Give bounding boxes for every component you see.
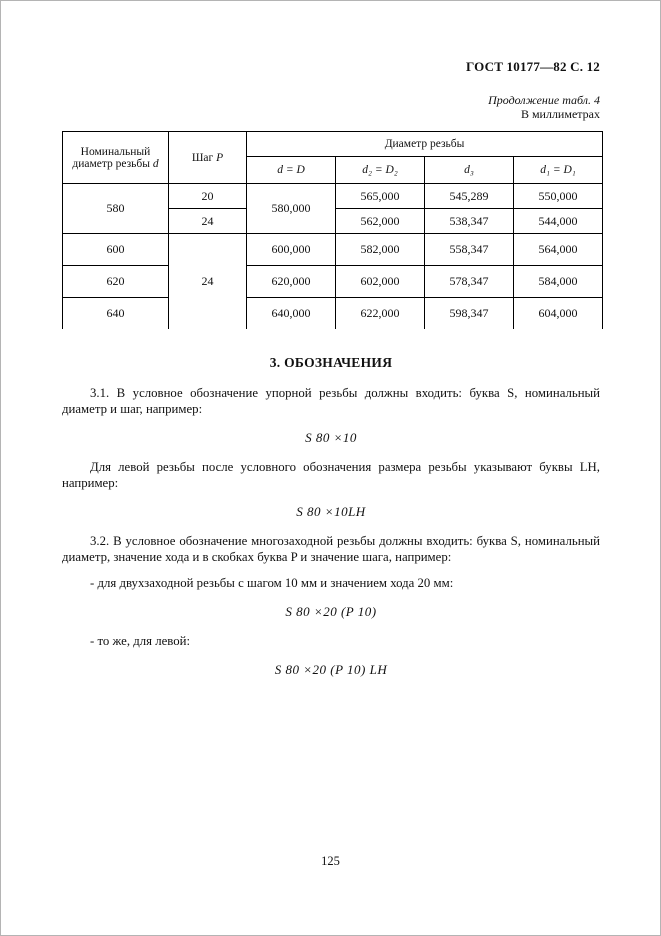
cell-d: 600,000 (247, 234, 336, 266)
thread-designation-example-3: S 80 ×20 (P 10) (285, 604, 377, 619)
table-continuation-note: Продолжение табл. 4 (488, 93, 600, 107)
document-number-header: ГОСТ 10177—82 С. 12 (466, 59, 600, 74)
header-step-symbol: P (216, 151, 224, 164)
cell-d3: 538,347 (425, 209, 514, 234)
cell-d1: 564,000 (514, 234, 603, 266)
cell-d2: 562,000 (336, 209, 425, 234)
table-row (63, 234, 603, 266)
cell-d2: 602,000 (336, 266, 425, 298)
header-d2-eq-D2: d₂ = D₂ (336, 157, 425, 184)
paragraph-3-1: 3.1. В условное обозначение упорной резьбы должны входить: буква S, номинальный диаметр и шаг, например: (62, 386, 600, 416)
section-heading: 3. ОБОЗНАЧЕНИЯ (269, 355, 393, 370)
cell-d-580: 580,000 (247, 184, 336, 234)
thread-designation-example-2: S 80 ×10LH (296, 504, 366, 519)
cell-d3: 545,289 (425, 184, 514, 209)
cell-d2: 565,000 (336, 184, 425, 209)
cell-nominal-600: 600 (63, 234, 169, 266)
units-note: В миллиметрах (520, 107, 600, 121)
cell-d: 620,000 (247, 266, 336, 298)
cell-nominal-640: 640 (63, 298, 169, 330)
thread-designation-example-4: S 80 ×20 (P 10) LH (274, 662, 388, 677)
cell-d3: 578,347 (425, 266, 514, 298)
header-nominal-text: Номинальный диаметр резьбы (72, 145, 151, 170)
cell-d1: 544,000 (514, 209, 603, 234)
header-nominal-symbol: d (152, 157, 159, 170)
page-number: 125 (321, 854, 340, 868)
table-body (63, 184, 603, 330)
header-nominal-diameter (63, 132, 169, 184)
header-step-text: Шаг (191, 151, 214, 164)
paragraph-same-left: - то же, для левой: (90, 634, 191, 648)
cell-nominal-620: 620 (63, 266, 169, 298)
table-row (63, 184, 603, 209)
table-row (63, 266, 603, 298)
header-d1-eq-D1: d₁ = D₁ (514, 157, 603, 184)
page-content (1, 1, 660, 678)
cell-d2: 622,000 (336, 298, 425, 330)
cell-d2: 582,000 (336, 234, 425, 266)
cell-d1: 584,000 (514, 266, 603, 298)
table-caption (62, 93, 600, 121)
header-diameter-group: Диаметр резьбы (247, 132, 603, 157)
paragraph-3-2: 3.2. В условное обозначение многозаходной резьбы должны входить: буква S, номинальный диаметр, значение хода и в скобках буква P и значение шага, например: (62, 534, 600, 564)
cell-step-24-group: 24 (169, 234, 247, 330)
cell-nominal-580: 580 (63, 184, 169, 234)
header-step (169, 132, 247, 184)
cell-d1: 604,000 (514, 298, 603, 330)
cell-step-24: 24 (169, 209, 247, 234)
table-header (63, 132, 603, 184)
paragraph-left-thread: Для левой резьбы после условного обозначения размера резьбы указывают буквы LH, например: (62, 460, 600, 490)
cell-d1: 550,000 (514, 184, 603, 209)
table-row (63, 298, 603, 330)
cell-step-20: 20 (169, 184, 247, 209)
header-d-eq-D: d = D (247, 157, 336, 184)
cell-d3: 558,347 (425, 234, 514, 266)
header-d3: d₃ (425, 157, 514, 184)
thread-dimensions-table (62, 131, 603, 329)
paragraph-two-start-example: - для двухзаходной резьбы с шагом 10 мм и значением хода 20 мм: (90, 576, 454, 590)
cell-d3: 598,347 (425, 298, 514, 330)
header-row-1 (63, 132, 603, 157)
thread-designation-example-1: S 80 ×10 (305, 430, 357, 445)
cell-d: 640,000 (247, 298, 336, 330)
